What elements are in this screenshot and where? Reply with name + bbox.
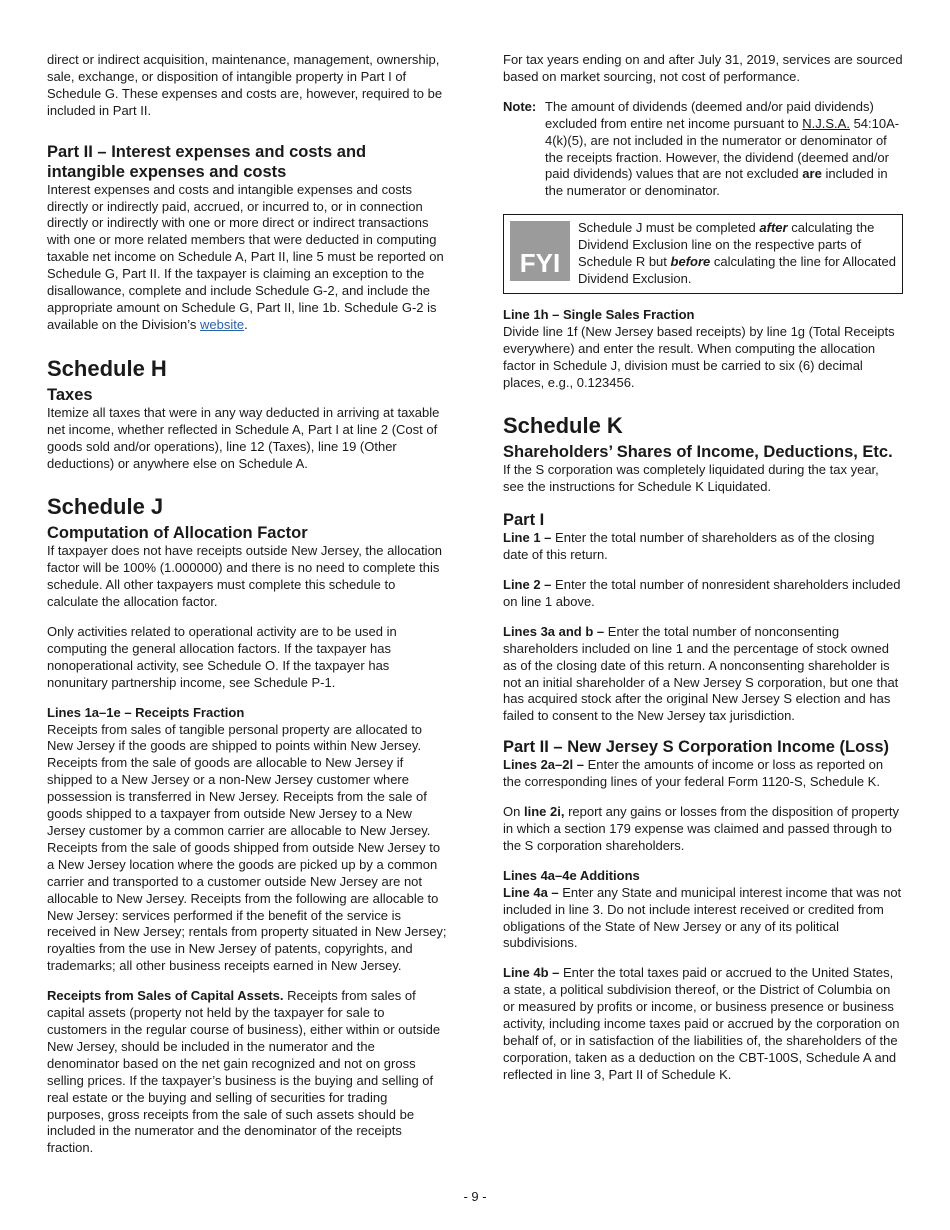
schedule-j-title: Schedule J: [47, 494, 164, 520]
note-label: Note:: [503, 98, 537, 114]
schedule-j-paragraph-2: Only activities related to operational activity are to be used in computing the general allocation factors. If the taxpayer has nonoperational activity, see Schedule O. If the taxpayer has nonunitary partnership income, see Schedule P-1.: [47, 624, 397, 690]
schedule-h-subtitle: Taxes: [47, 385, 93, 404]
note-block: [503, 99, 903, 200]
schedule-k-subtitle: Shareholders’ Shares of Income, Deductions, Etc.: [503, 443, 893, 462]
fyi-icon: FYI: [510, 221, 570, 281]
part2-heading: Part II – Interest expenses and costs and intangible expenses and costs: [47, 142, 367, 181]
line-2i-paragraph: On line 2i, report any gains or losses from the disposition of property in which a section 179 expense was claimed and passed through to the S corporation shareholders.: [503, 804, 900, 853]
schedule-h-title: Schedule H: [47, 355, 167, 381]
part2-body: Interest expenses and costs and intangible expenses and costs directly or indirectly paid, accrued, or incurred to, or in connection directly or indirectly with one or more direct or indirect transactions with one or more related members that were deducted in computing taxable net income on Schedule A, Part II, line 5 must be reported on Schedule G, Part II. If the taxpayer is claiming an exception to the disallowance, complete and include Schedule G-2, and include the appropriate amount on Schedule G, Part II, line 1b. Schedule G-2 is available on the Division’s website.: [47, 181, 444, 332]
lines-4a-4e-heading: Lines 4a–4e Additions: [503, 867, 640, 883]
line-4a-paragraph: Line 4a – Enter any State and municipal interest income that was not included in line 3. Do not include interest received or credited from obligations of the State of New Jersey or any of its political subdivisions.: [503, 884, 902, 951]
market-sourcing-paragraph: For tax years ending on and after July 31, 2019, services are sourced based on market sourcing, not cost of performance.: [503, 52, 903, 84]
schedule-j-subtitle: Computation of Allocation Factor: [47, 524, 308, 543]
intro-paragraph: direct or indirect acquisition, maintenance, management, ownership, sale, exchange, or disposition of intangible property in Part I of Schedule G. These expenses and costs are, however, required to be included in Part II.: [47, 52, 443, 118]
part-2-k-heading: Part II – New Jersey S Corporation Income (Loss): [503, 738, 890, 757]
schedule-h-body: Itemize all taxes that were in any way deducted in arriving at taxable net income, whether reflected in Schedule A, Part I at line 2 (Cost of goods sold and/or operations), line 12 (Taxes), line 19 (Other deductions) or anywhere else on Schedule A.: [47, 404, 440, 471]
lines-3a-b-paragraph: Lines 3a and b – Enter the total number of nonconsenting shareholders included on line 1 and the percentage of stock owned as of the closing date of this return. A nonconsenting shareholder is not an initial shareholder of a New Jersey S corporation, but one that has acquired stock after the original New Jersey S election and has failed to consent to the New Jersey tax jurisdiction.: [503, 623, 899, 724]
website-link[interactable]: website: [199, 316, 245, 332]
lines-1a-1e-heading: Lines 1a–1e – Receipts Fraction: [47, 704, 245, 720]
page-number: - 9 -: [463, 1189, 487, 1204]
fyi-callout: [503, 214, 903, 294]
line-1h-heading: Line 1h – Single Sales Fraction: [503, 306, 695, 322]
part-1-heading: Part I: [503, 511, 545, 530]
capital-assets-paragraph: Receipts from Sales of Capital Assets. Receipts from sales of capital assets (property not held by the taxpayer for sale to customers in the regular course of business), either within or outside New Jersey, should be included in the numerator and the denominator based on the net gain recognized and not on gross selling prices. If the taxpayer’s business is the buying and selling of real estate or the buying and selling of securities for trading purposes, gross receipts from the sale of such assets should be included in the numerator and the denominator of the receipts fraction.: [47, 988, 441, 1156]
left-column: [47, 52, 448, 1157]
schedule-k-body: If the S corporation was completely liquidated during the tax year, see the instructions for Schedule K Liquidated.: [503, 462, 879, 495]
schedule-k-title: Schedule K: [503, 413, 623, 439]
line-1h-body: Divide line 1f (New Jersey based receipts) by line 1g (Total Receipts everywhere) and enter the result. When computing the allocation factor in Schedule J, division must be carried to six (6) decimal places, e.g., 0.123456.: [503, 323, 895, 390]
fyi-text: Schedule J must be completed after calculating the Dividend Exclusion line on the respective parts of Schedule R but before calculating the line for Allocated Dividend Exclusion.: [578, 220, 897, 286]
lines-1a-1e-body: Receipts from sales of tangible personal property are allocated to New Jersey if the goods are shipped to points within New Jersey. Receipts from the sale of goods are allocable to New Jersey if shipped to a New Jersey or a non-New Jersey customer where possession is transferred in New Jersey. Receipts from the sale of goods shipped to a taxpayer from outside New Jersey to a New Jersey customer by a common carrier are allocable to New Jersey. Receipts from the sale of goods shipped from outside New Jersey to a New Jersey location where the goods are picked up by a common carrier and transported to a customer outside New Jersey are not allocable to New Jersey. Receipts from the following are allocable to New Jersey: services performed if the benefit of the service is received in New Jersey; rentals from property situated in New Jersey; royalties from the use in New Jersey of patents, copyrights, and trademarks; all other business receipts earned in New Jersey.: [47, 721, 447, 974]
line-4b-paragraph: Line 4b – Enter the total taxes paid or accrued to the United States, a state, a political subdivision thereof, or the District of Columbia on or measured by profits or income, or business presence or business activity, including income taxes paid or accrued by the corporation on behalf of, or in satisfaction of the liabilities of, the shareholders of the corporation, taken as a deduction on the CBT-100S, Schedule A and reflected in line 3, Part II of Schedule K.: [503, 965, 900, 1082]
schedule-j-paragraph-1: If taxpayer does not have receipts outside New Jersey, the allocation factor will be 100% (1.000000) and there is no need to complete this schedule. All other taxpayers must complete this schedule to calculate the allocation factor.: [47, 543, 443, 610]
line-2-paragraph: Line 2 – Enter the total number of nonresident shareholders included on line 1 above.: [503, 577, 901, 609]
lines-2a-2l-paragraph: Lines 2a–2l – Enter the amounts of income or loss as reported on the corresponding lines of your federal Form 1120-S, Schedule K.: [503, 757, 884, 790]
note-text: The amount of dividends (deemed and/or paid dividends) excluded from entire net income pursuant to N.J.S.A. 54:10A-4(k)(5), are not included in the numerator or denominator of the receipts fraction. However, the dividend (deemed and/or paid dividends) values that are not excluded are included in the numerator or denominator.: [545, 98, 900, 199]
line-1-paragraph: Line 1 – Enter the total number of shareholders as of the closing date of this return.: [503, 530, 875, 563]
right-column: [503, 52, 903, 1084]
